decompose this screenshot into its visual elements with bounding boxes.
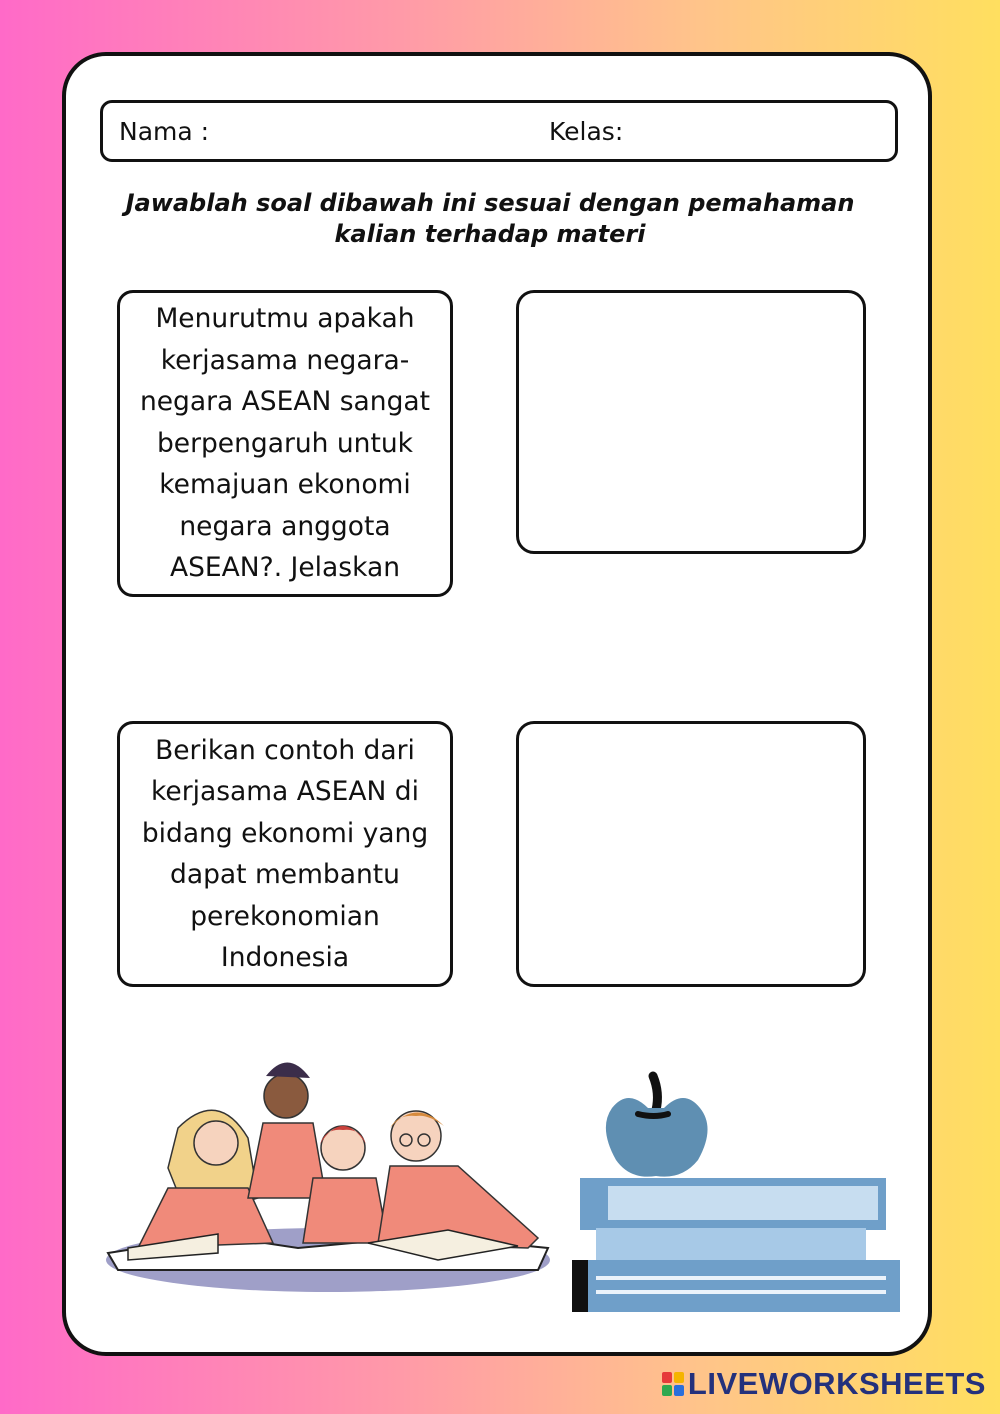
question-1-line: negara ASEAN sangat bbox=[139, 386, 431, 418]
answer-1-box[interactable] bbox=[516, 290, 866, 554]
question-1-line: kemajuan ekonomi bbox=[159, 469, 411, 501]
books-and-apple-illustration bbox=[568, 1068, 902, 1314]
liveworksheets-logo-icon bbox=[662, 1372, 684, 1396]
students-studying-illustration bbox=[98, 1048, 552, 1292]
question-1-line: berpengaruh untuk bbox=[156, 427, 414, 459]
instruction-line-2: kalian terhadap materi bbox=[334, 220, 646, 248]
question-1-line: ASEAN?. Jelaskan bbox=[169, 552, 400, 584]
instruction-line-1: Jawablah soal dibawah ini sesuai dengan pemahaman bbox=[125, 189, 855, 217]
middle-book bbox=[596, 1228, 866, 1262]
student-info-box bbox=[100, 100, 898, 162]
bottom-book bbox=[572, 1260, 900, 1312]
answer-2-box[interactable] bbox=[516, 721, 866, 987]
kelas-label: Kelas: bbox=[549, 117, 624, 146]
watermark-text: LIVEWORKSHEETS bbox=[687, 1366, 986, 1401]
question-2-line: kerjasama ASEAN di bbox=[151, 776, 419, 807]
question-2-line: Indonesia bbox=[220, 942, 350, 973]
nama-label: Nama : bbox=[119, 117, 210, 146]
apple-icon bbox=[606, 1076, 708, 1177]
question-2-box bbox=[117, 721, 453, 987]
question-1-line: negara anggota bbox=[179, 510, 391, 542]
question-2-line: dapat membantu bbox=[170, 859, 400, 890]
student-glasses bbox=[378, 1111, 538, 1248]
instruction-text bbox=[100, 188, 880, 250]
question-2-line: perekonomian bbox=[190, 900, 380, 932]
question-2-line: Berikan contoh dari bbox=[155, 734, 415, 766]
question-1-line: kerjasama negara- bbox=[160, 344, 410, 376]
question-1-line: Menurutmu apakah bbox=[155, 303, 415, 335]
question-2-line: bidang ekonomi yang bbox=[141, 817, 429, 849]
question-1-box bbox=[117, 290, 453, 597]
liveworksheets-watermark bbox=[662, 1366, 986, 1402]
